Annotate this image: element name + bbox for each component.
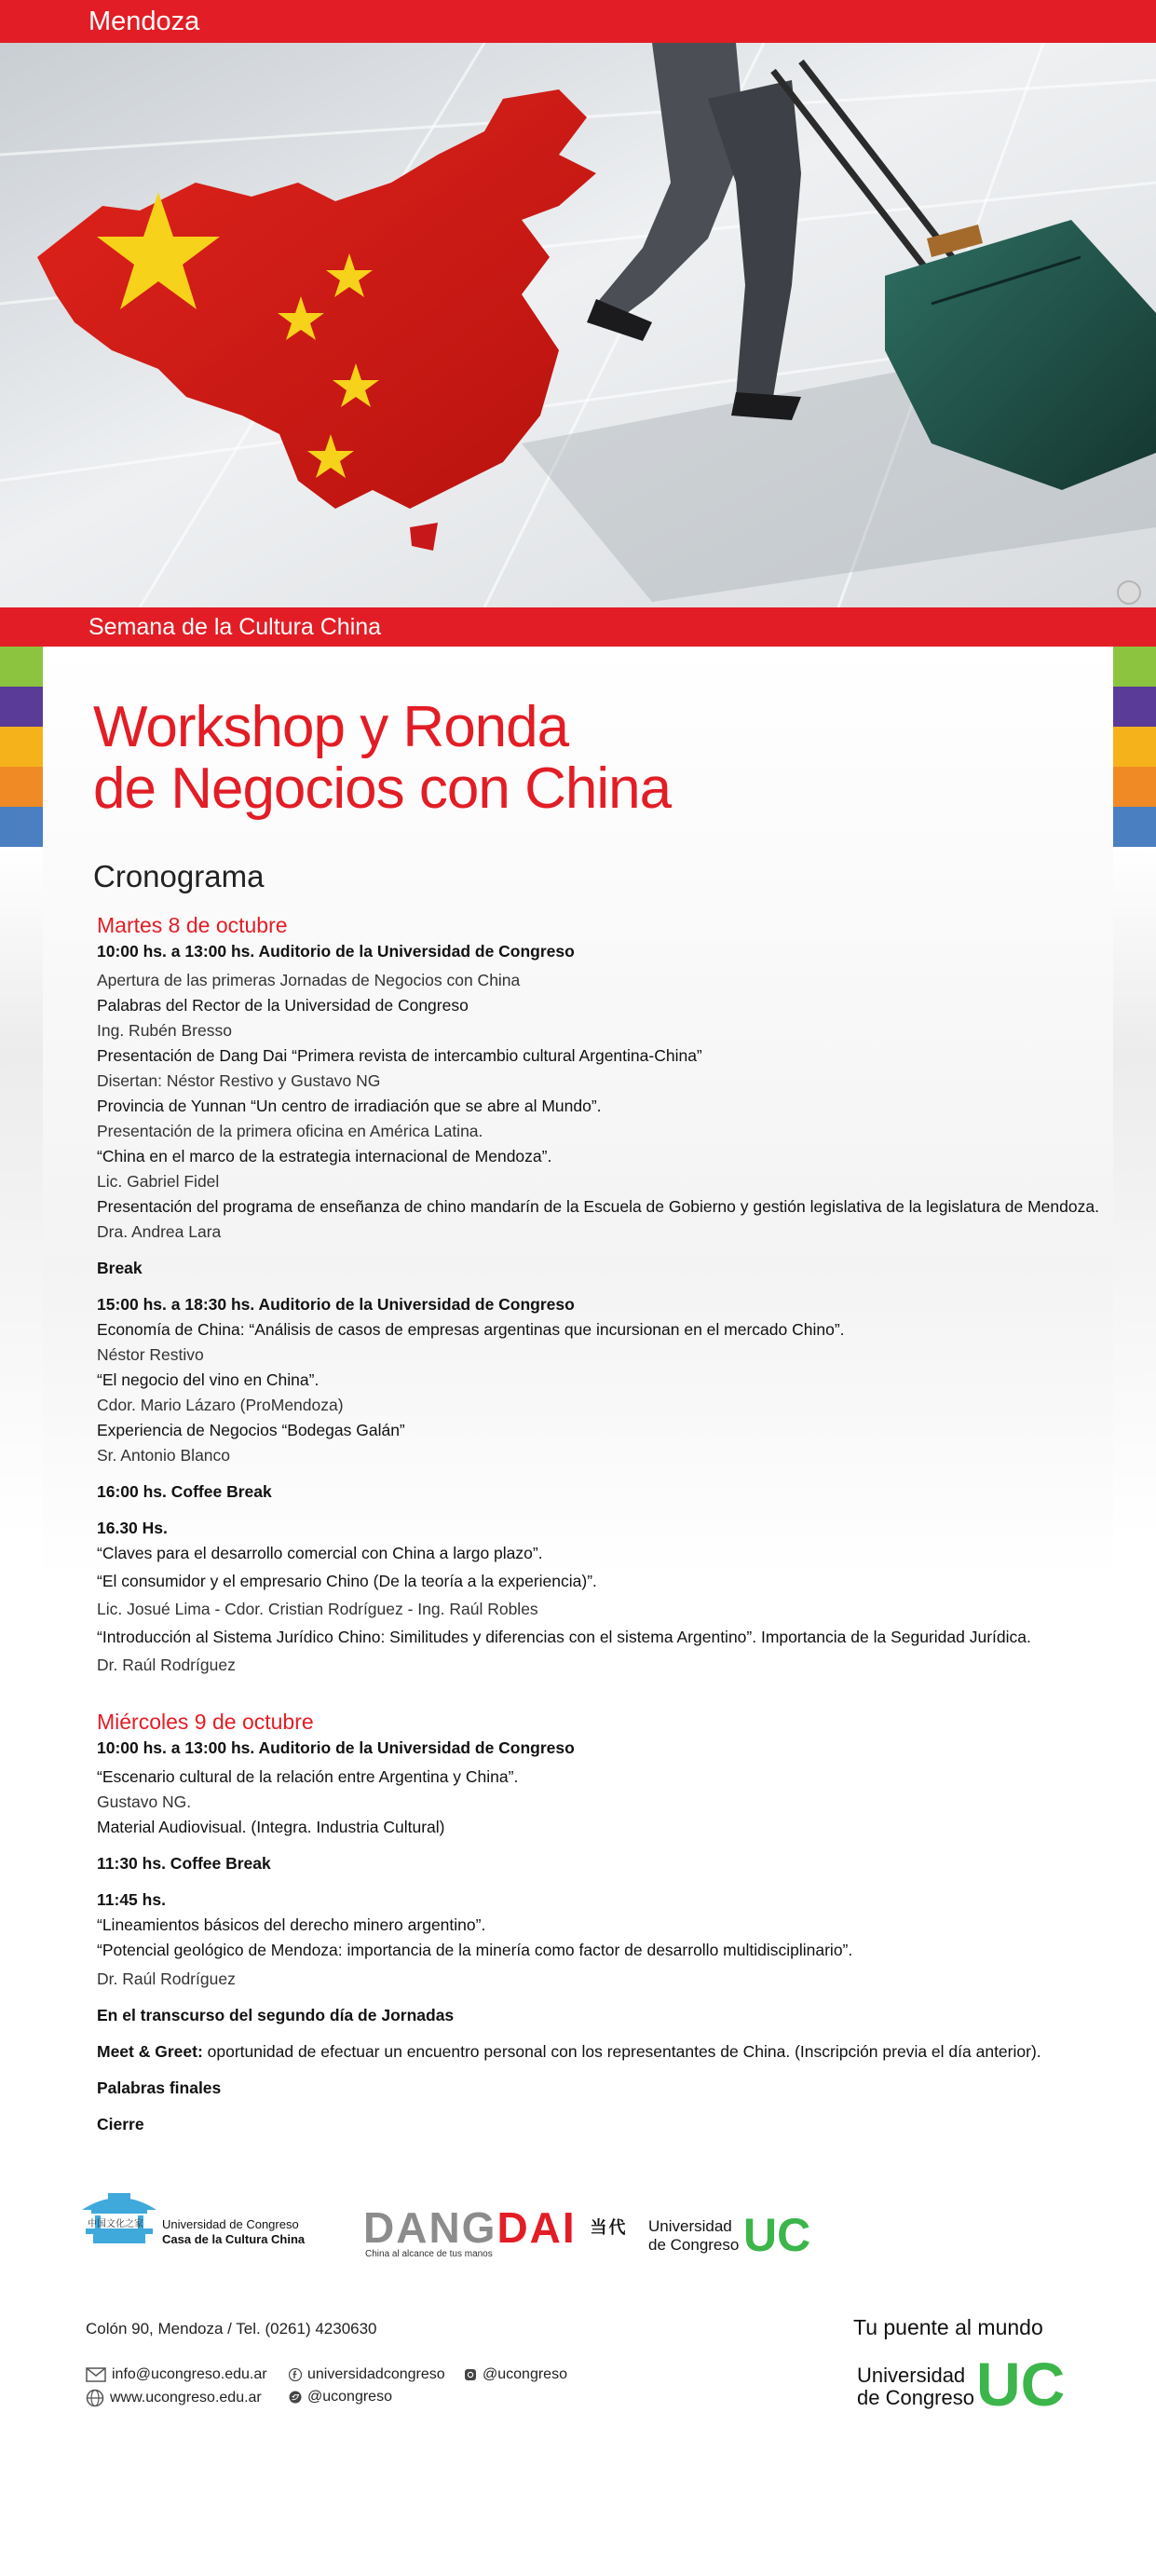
stripe-orange (0, 767, 43, 807)
schedule-item: “El consumidor y el empresario Chino (De la teoría a la experiencia)”. (97, 1572, 597, 1590)
stripe-yellow (1113, 727, 1156, 767)
closing: Cierre (97, 2115, 144, 2133)
dangdai-logo (363, 2203, 628, 2262)
right-color-stripes (1113, 647, 1156, 847)
tagline: Tu puente al mundo (853, 2315, 1043, 2339)
dangdai-slogan: China al alcance de tus manos (365, 2249, 493, 2259)
dangdai-cn: 当代 (590, 2218, 628, 2237)
city-label: Mendoza (88, 7, 200, 36)
uc-large-line-2: de Congreso (857, 2386, 974, 2409)
speaker: Dr. Raúl Rodríguez (97, 1969, 236, 1988)
speaker: Disertan: Néstor Restivo y Gustavo NG (97, 1071, 381, 1090)
left-fade (0, 847, 43, 1536)
email-contact[interactable] (86, 2366, 267, 2383)
schedule-item: Presentación del programa de enseñanza de chino mandarín de la Escuela de Gobierno y gestión legislativa de la legislatura de Mendoza. (97, 1197, 1099, 1216)
subheader-bar (0, 607, 1156, 647)
left-color-stripes (0, 647, 43, 847)
session-heading: 10:00 hs. a 13:00 hs. Auditorio de la Universidad de Congreso (97, 1738, 575, 1757)
instagram-contact[interactable] (464, 2366, 567, 2383)
schedule-item: “Lineamientos básicos del derecho minero argentino”. (97, 1915, 486, 1934)
speaker: Ing. Rubén Bresso (97, 1021, 232, 1040)
schedule-item: “Escenario cultural de la relación entre Argentina y China”. (97, 1767, 519, 1786)
meet-and-greet-label: Meet & Greet: (97, 2042, 203, 2061)
dangdai-wordmark (363, 2203, 628, 2252)
dangdai-part2: DAI (496, 2203, 577, 2252)
casa-cultura-china-logo (80, 2191, 313, 2256)
coffee-break: 16:00 hs. Coffee Break (97, 1482, 272, 1501)
stripe-green (1113, 647, 1156, 687)
session-heading: 11:45 hs. (97, 1890, 166, 1909)
email-text: info@ucongreso.edu.ar (112, 2366, 267, 2382)
meet-and-greet (97, 2039, 1084, 2065)
hero-illustration (0, 43, 1156, 607)
title-line-2: de Negocios con China (93, 756, 672, 821)
schedule-item: “Claves para el desarrollo comercial con China a largo plazo”. (97, 1544, 543, 1562)
schedule-item: “Potencial geológico de Mendoza: importancia de la minería como factor de desarrollo multidisciplinario”. (97, 1941, 853, 1959)
break-label: Break (97, 1259, 143, 1277)
meet-and-greet-text: oportunidad de efectuar un encuentro personal con los representantes de China. (Inscripción previa el día anterior). (202, 2042, 1041, 2061)
dangdai-part1: DANG (363, 2203, 497, 2252)
twitter-text: @ucongreso (307, 2389, 392, 2405)
event-week-label: Semana de la Cultura China (88, 614, 382, 640)
uc-large-line-1: Universidad (857, 2364, 966, 2387)
facebook-contact[interactable] (289, 2366, 445, 2383)
twitter-contact[interactable] (289, 2389, 392, 2406)
top-bar (0, 0, 1156, 43)
speaker: Dr. Raúl Rodríguez (97, 1656, 236, 1674)
title-line-1: Workshop y Ronda (93, 695, 569, 759)
cronograma-heading: Cronograma (93, 859, 265, 893)
uc-line-2: de Congreso (648, 2236, 740, 2254)
twitter-icon (289, 2391, 302, 2404)
session-heading: 16.30 Hs. (97, 1519, 168, 1537)
facebook-text: universidadcongreso (307, 2366, 445, 2382)
schedule-item: Provincia de Yunnan “Un centro de irradiación que se abre al Mundo”. (97, 1097, 602, 1115)
speaker: Lic. Josué Lima - Cdor. Cristian Rodríguez - Ing. Raúl Robles (97, 1600, 538, 1618)
stripe-orange (1113, 767, 1156, 807)
section-note: En el transcurso del segundo día de Jornadas (97, 2006, 455, 2024)
instagram-text: @ucongreso (483, 2366, 567, 2382)
speaker: Cdor. Mario Lázaro (ProMendoza) (97, 1396, 344, 1414)
day-heading: Miércoles 9 de octubre (97, 1710, 314, 1734)
stripe-blue (1113, 807, 1156, 847)
schedule-item: Economía de China: “Análisis de casos de empresas argentinas que incursionan en el mercado Chino”. (97, 1320, 845, 1339)
stripe-green (0, 647, 43, 687)
schedule-item: Experiencia de Negocios “Bodegas Galán” (97, 1421, 405, 1439)
uc-line-1: Universidad (648, 2217, 732, 2235)
schedule-item: Presentación de la primera oficina en América Latina. (97, 1122, 483, 1140)
web-contact[interactable] (86, 2389, 262, 2407)
email-icon (86, 2367, 106, 2382)
schedule-item: Presentación de Dang Dai “Primera revista de intercambio cultural Argentina-China” (97, 1046, 702, 1065)
speaker: Lic. Gabriel Fidel (97, 1172, 220, 1191)
uc-logo-small (646, 2208, 814, 2260)
speaker: Dra. Andrea Lara (97, 1222, 222, 1241)
session-heading: 15:00 hs. a 18:30 hs. Auditorio de la Universidad de Congreso (97, 1295, 575, 1314)
coffee-break: 11:30 hs. Coffee Break (97, 1854, 271, 1873)
schedule-item: “Introducción al Sistema Jurídico Chino: Similitudes y diferencias con el sistema Argentino”. Importancia de la Seguridad Jurídica. (97, 1628, 1031, 1646)
casa-cn-text: 中国文化之家 (88, 2219, 143, 2229)
web-text: www.ucongreso.edu.ar (110, 2390, 262, 2406)
schedule-item: Apertura de las primeras Jornadas de Negocios con China (97, 971, 521, 989)
stripe-yellow (0, 727, 43, 767)
stripe-purple (1113, 687, 1156, 727)
hero-image (0, 43, 1156, 607)
schedule-item: Material Audiovisual. (Integra. Industria Cultural) (97, 1818, 445, 1836)
stripe-purple (0, 687, 43, 727)
globe-icon (86, 2389, 104, 2407)
schedule-item: Palabras del Rector de la Universidad de Congreso (97, 996, 469, 1015)
right-fade (1113, 847, 1156, 1536)
stripe-blue (0, 807, 43, 847)
footer-address: Colón 90, Mendoza / Tel. (0261) 4230630 (86, 2320, 377, 2337)
casa-name: Casa de la Cultura China (162, 2232, 306, 2246)
uc-mark: UC (743, 2209, 811, 2261)
schedule-item: “El negocio del vino en China”. (97, 1370, 320, 1389)
uc-logo-large (855, 2350, 1069, 2419)
session-heading: 10:00 hs. a 13:00 hs. Auditorio de la Universidad de Congreso (97, 942, 575, 961)
day-heading: Martes 8 de octubre (97, 913, 288, 937)
page-title (93, 697, 671, 820)
uc-large-mark: UC (976, 2350, 1066, 2419)
schedule (97, 911, 1099, 2137)
casa-university: Universidad de Congreso (162, 2217, 299, 2231)
closing-words: Palabras finales (97, 2079, 222, 2097)
facebook-icon (289, 2368, 302, 2381)
speaker: Sr. Antonio Blanco (97, 1446, 231, 1465)
schedule-item: “China en el marco de la estrategia internacional de Mendoza”. (97, 1147, 552, 1165)
speaker: Gustavo NG. (97, 1792, 192, 1811)
instagram-icon (464, 2368, 477, 2381)
speaker: Néstor Restivo (97, 1345, 204, 1364)
